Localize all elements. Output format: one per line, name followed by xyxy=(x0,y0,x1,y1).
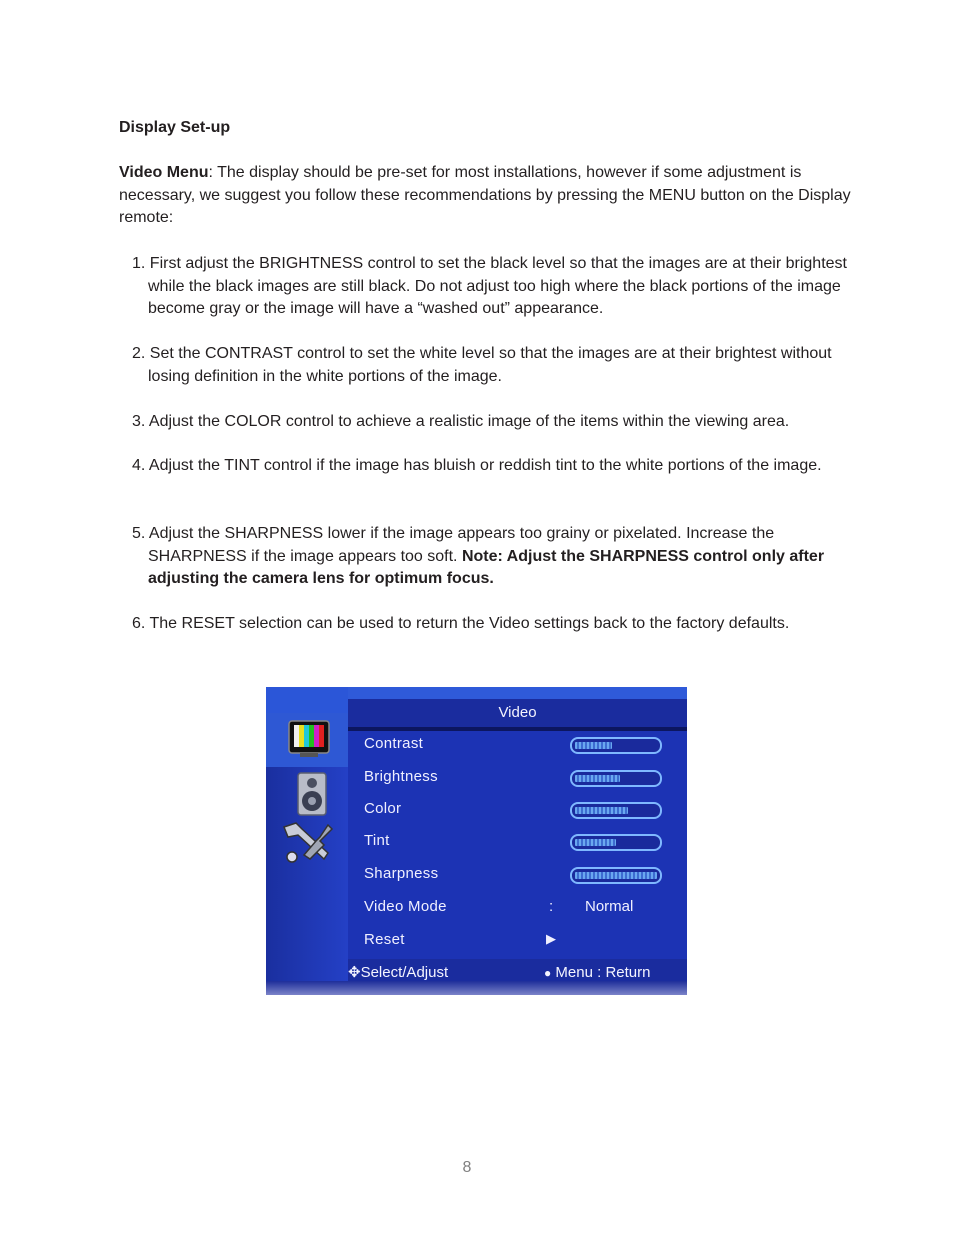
step-4 xyxy=(132,455,862,478)
intro-label: Video Menu xyxy=(119,164,209,181)
color-bars-tv-icon xyxy=(288,719,330,759)
step-2 xyxy=(132,343,862,388)
osd-item-sharpness: Sharpness xyxy=(364,865,439,882)
video-menu-screenshot xyxy=(266,687,687,995)
step-text: 3. Adjust the COLOR control to achieve a realistic image of the items within the viewing area. xyxy=(132,413,790,430)
menu-dot-icon: ● xyxy=(544,966,552,980)
osd-item-video-mode: Video Mode xyxy=(364,898,447,915)
tools-icon xyxy=(280,819,336,865)
reset-arrow-icon: ▶ xyxy=(546,931,556,946)
step-text: 1. First adjust the BRIGHTNESS control to set the black level so that the images are at their brightest while the black images are still black. Do not adjust too high where the black portions of the image become gray or the image will have a “washed out” appearance. xyxy=(132,255,847,317)
osd-item-brightness: Brightness xyxy=(364,768,438,785)
sharpness-slider xyxy=(570,867,662,884)
color-slider xyxy=(570,802,662,819)
menu-return-label: Menu : Return xyxy=(555,964,651,981)
brightness-slider xyxy=(570,770,662,787)
step-3 xyxy=(132,411,862,434)
select-adjust-label: Select/Adjust xyxy=(360,964,449,981)
video-mode-separator: : xyxy=(549,898,554,915)
step-note: Note: Adjust the SHARPNESS control only after adjusting the camera lens for optimum focus. xyxy=(148,547,825,587)
step-1 xyxy=(132,253,862,321)
osd-item-contrast: Contrast xyxy=(364,735,424,752)
speaker-icon xyxy=(294,771,330,817)
osd-sidebar xyxy=(266,687,348,995)
section-heading: Display Set-up xyxy=(119,119,231,136)
osd-title: Video xyxy=(348,699,687,727)
step-5 xyxy=(132,523,862,591)
step-text: 5. Adjust the SHARPNESS lower if the image appears too grainy or pixelated. Increase the SHARPNESS if the image appears too soft. xyxy=(132,525,775,565)
step-text: 6. The RESET selection can be used to return the Video settings back to the factory defaults. xyxy=(132,615,790,632)
osd-item-tint: Tint xyxy=(364,832,390,849)
step-text: 2. Set the CONTRAST control to set the white level so that the images are at their brightest without losing definition in the white portions of the image. xyxy=(132,345,832,385)
osd-item-reset: Reset xyxy=(364,931,405,948)
step-6 xyxy=(132,613,862,636)
select-adjust-hint xyxy=(348,963,448,981)
intro-paragraph xyxy=(119,162,859,230)
step-text: 4. Adjust the TINT control if the image has bluish or reddish tint to the white portions of the image. xyxy=(132,457,822,474)
page-number: 8 xyxy=(462,1159,472,1176)
tint-slider xyxy=(570,834,662,851)
intro-text: : The display should be pre-set for most installations, however if some adjustment is necessary, we suggest you follow these recommendations by pressing the MENU button on the Display remote: xyxy=(119,164,851,226)
menu-return-hint xyxy=(544,964,650,981)
osd-item-color: Color xyxy=(364,800,402,817)
video-mode-value: Normal xyxy=(585,898,634,915)
select-arrows-icon: ✥ xyxy=(348,964,361,981)
contrast-slider xyxy=(570,737,662,754)
